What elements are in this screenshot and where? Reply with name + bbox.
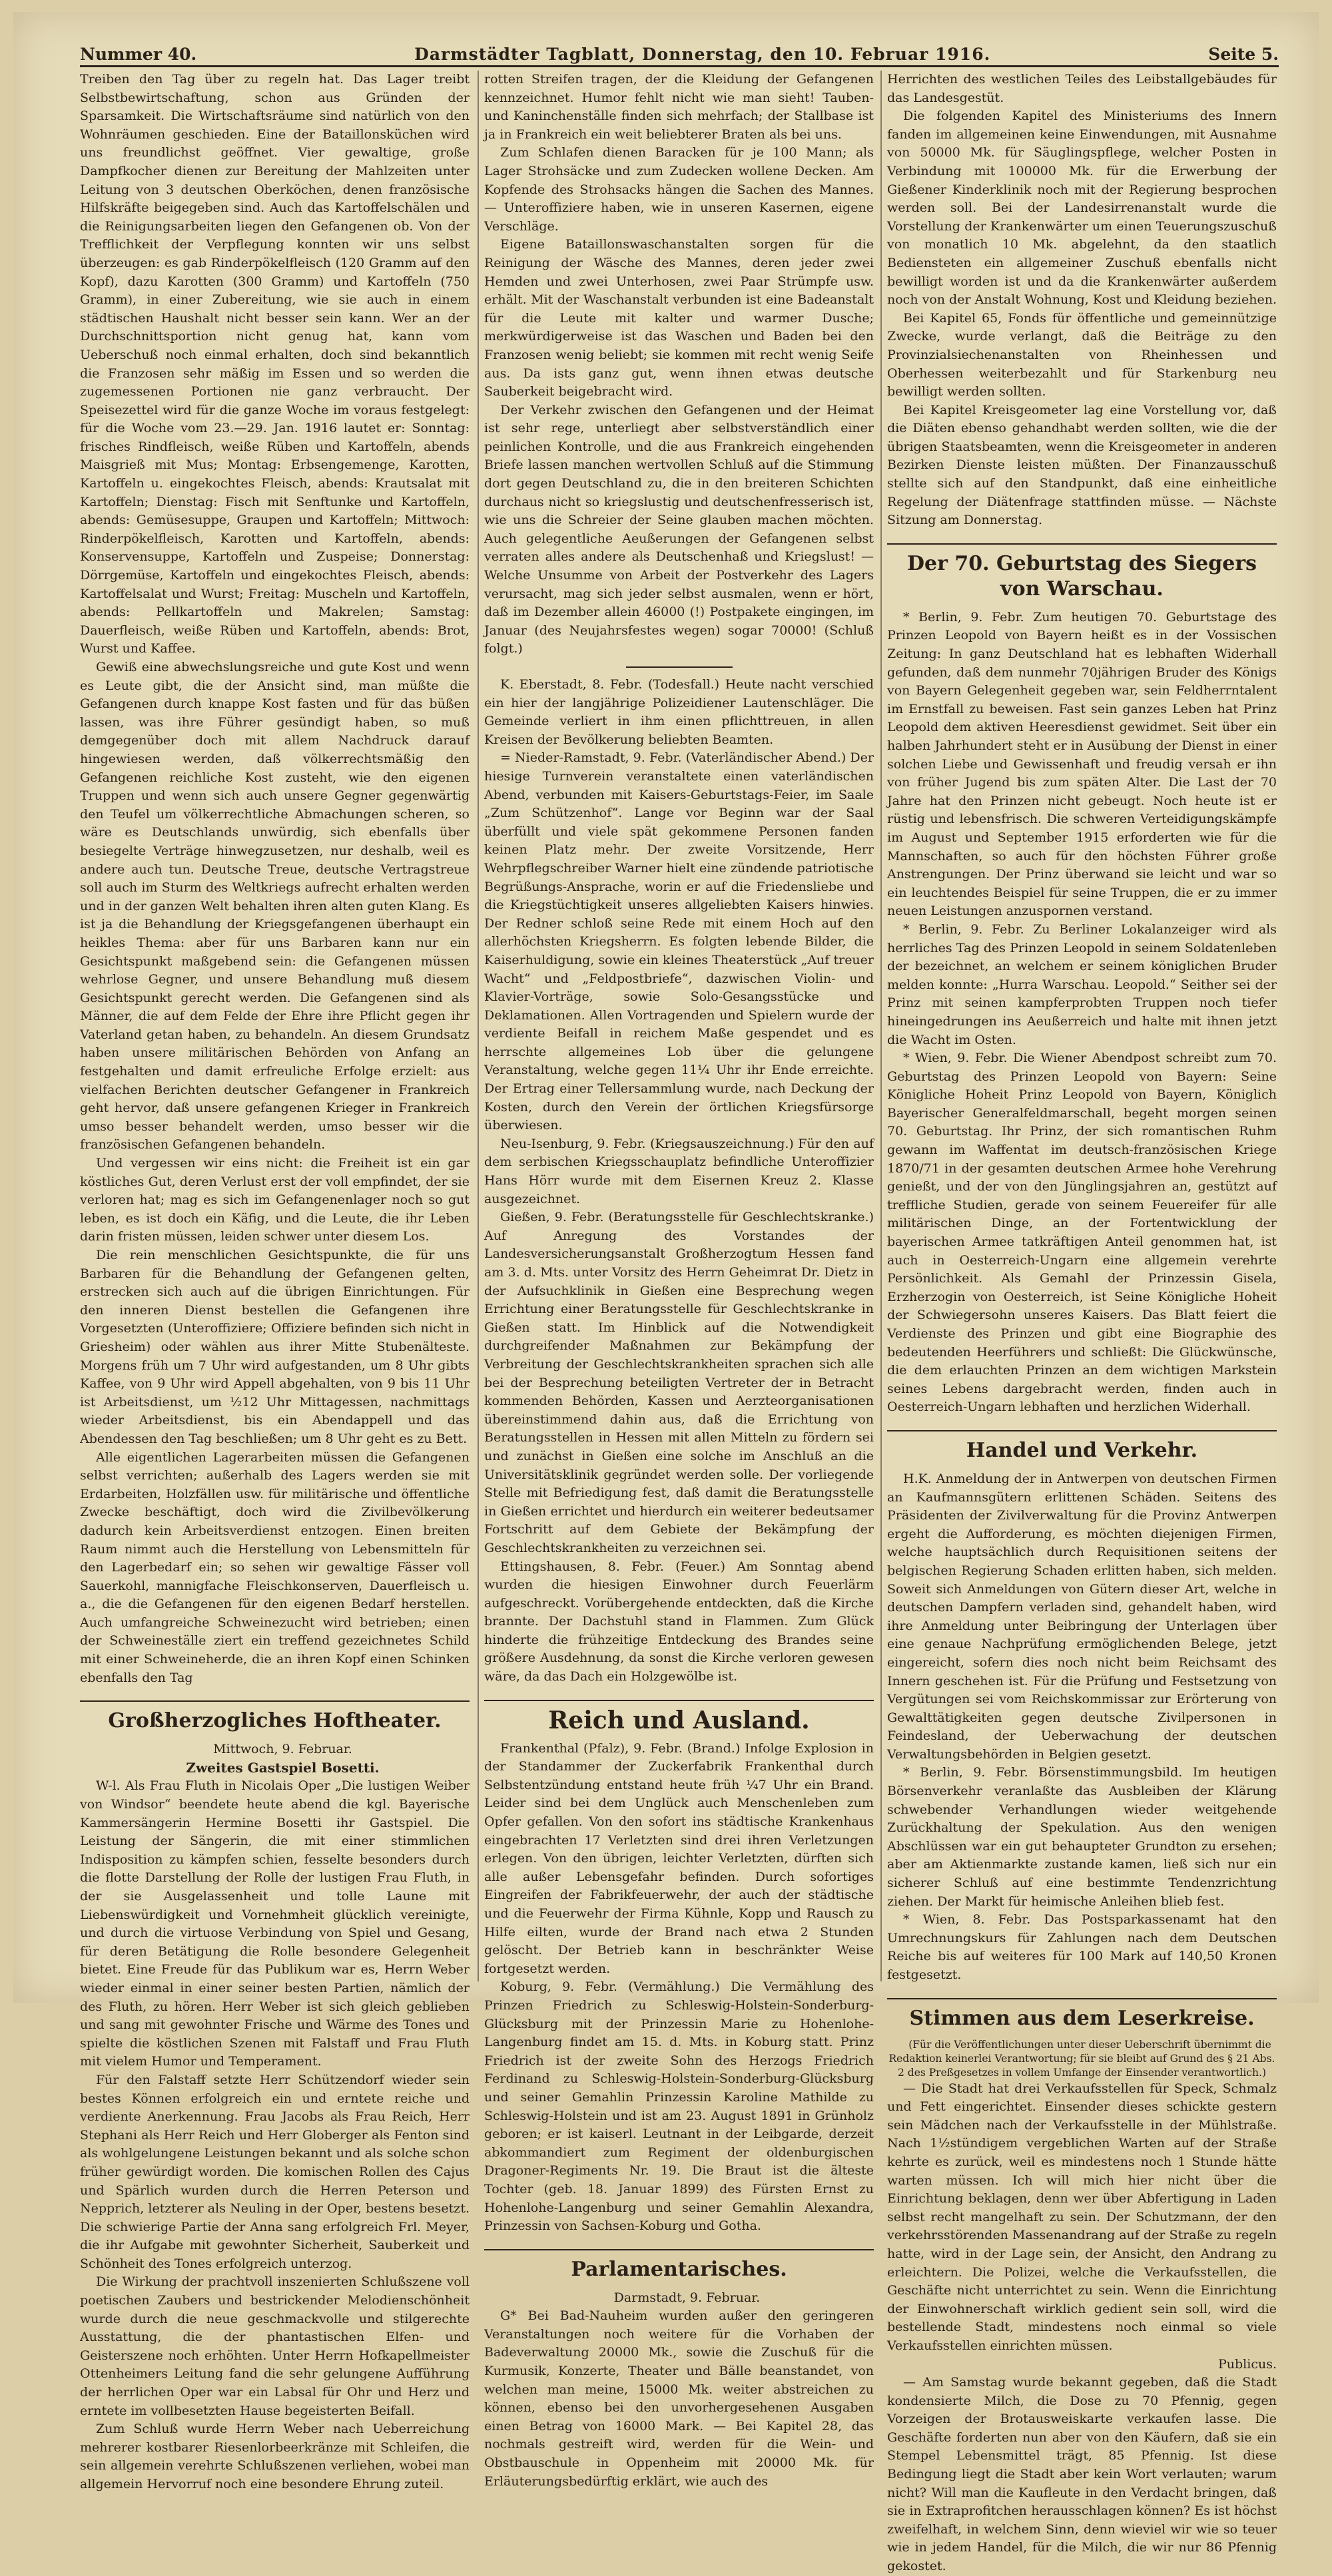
newspaper-page: [13, 12, 1319, 2574]
column-divider: [880, 71, 882, 1981]
issue-number: Nummer 40.: [80, 45, 197, 64]
news-item: * Berlin, 9. Febr. Zu Berliner Lokalanzeiger wird als herrliches Tag des Prinzen Leopold in seinem Soldatenleben der bezeichnet, an welchem er seinem königlichen Bruder melden konnte: „Hurra Warschau. Leopold.“ Seither sei der Prinz mit seinen kampferprobten Truppen noch tiefer hineingedrungen ins Aeußerreich und halte mit ihnen jetzt die Wacht im Osten.: [887, 921, 1277, 1047]
readers-heading: Stimmen aus dem Leserkreise.: [887, 1998, 1277, 2031]
paragraph: Die rein menschlichen Gesichtspunkte, die für uns Barbaren für die Behandlung der Gefangenen gelten, erstrecken sich auch auf die übrigen Einrichtungen. Für den inneren Dienst bestellen die Gefangenen ihre Vorgesetzten (Unteroffiziere; Offiziere befinden sich nicht in Griesheim) oder wählen aus ihrer Mitte Stubenälteste. Morgens früh um 7 Uhr wird aufgestanden, um 8 Uhr gibts Kaffee, von 9 Uhr wird Appell abgehalten, von 9 bis 11 Uhr ist Arbeitsdienst, um ½12 Uhr Mittagessen, nachmittags wieder Arbeitsdienst, bis ein Abendappell und das Abendessen den Tag beschließen; um 8 Uhr geht es zu Bett.: [80, 1248, 470, 1446]
column-3: [887, 71, 1277, 2574]
news-item: = Nieder-Ramstadt, 9. Febr. (Vaterländischer Abend.) Der hiesige Turnverein veranstaltete einen vaterländischen Abend, verbunden mit Kaisers-Geburtstags-Feier, im Saale „Zum Schützenhof“. Lange vor Beginn war der Saal überfüllt und viele spät gekommene Personen fanden keinen Platz mehr. Der zweite Vorsitzende, Herr Wehrpflegschreiber Warner hielt eine zündende patriotische Begrüßungs-Ansprache, worin er auf die Friedensliebe und die Kriegstüchtigkeit unseres allgeliebten Kaisers hinwies. Der Redner schloß seine Rede mit einem Hoch auf den allerhöchsten Kriegsherrn. Es folgten lebende Bilder, die Kaiserhuldigung, sowie ein kleines Theaterstück „Auf treuer Wacht“ und „Feldpostbriefe“, dazwischen Violin- und Klavier-Vorträge, sowie Solo-Gesangsstücke und Deklamationen. Allen Vortragenden und Spielern wurde der verdiente Beifall in reichem Maße gespendet und es herrschte allgemeines Lob über die gelungene Veranstaltung, welche gegen 11¼ Uhr ihr Ende erreichte. Der Ertrag einer Tellersammlung wurde, nach Deckung der Kosten, durch den Verein der örtlichen Kriegsfürsorge überwiesen.: [484, 750, 874, 1133]
paragraph: rotten Streifen tragen, der die Kleidung der Gefangenen kennzeichnet. Humor fehlt nicht wie man sieht! Tauben- und Kaninchenställe finden sich mehrfach; der Stallbase ist ja in Frankreich ein weit beliebterer Braten als bei uns.: [484, 72, 874, 142]
paragraph: G* Bei Bad-Nauheim wurden außer den geringeren Veranstaltungen noch weitere für die Vorhaben der Badeverwaltung 20000 Mk., sowie die Zuschuß für die Kurmusik, Konzerte, Theater und Bälle beanstandet, von welchen man meine, 15000 Mk. weiter abstreichen zu können, ebenso bei den unvorhergesehenen Ausgaben einen Betrag von 16000 Mark. — Bei Kapitel 28, das nochmals gestreift wird, werden für die Wein- und Obstbauschule in Oppenheim mit 20000 Mk. für Erläuterungsbedürftig erklärt, wie auch des: [484, 2308, 874, 2489]
paragraph: Herrichten des westlichen Teiles des Leibstallgebäudes für das Landesgestüt.: [887, 72, 1277, 105]
news-item: * Berlin, 9. Febr. Börsenstimmungsbild. Im heutigen Börsenverkehr veranlaßte das Ausbleiben der Klärung schwebender Verhandlungen wieder weitgehende Zurückhaltung der Spekulation. Aus den wenigen Abschlüssen war ein gut behaupteter Grundton zu ersehen; aber am Aktienmarkte zustande kamen, ließ sich nur ein sicherer Schluß auf eine bestimmte Tendenzrichtung ziehen. Der Markt für heimische Anleihen blieb fest.: [887, 1765, 1277, 1909]
divider: [626, 666, 733, 668]
signature: Publicus.: [1217, 2356, 1277, 2372]
news-item: * Berlin, 9. Febr. Zum heutigen 70. Geburtstage des Prinzen Leopold von Bayern heißt es in der Vossischen Zeitung: In ganz Deutschland hat es lebhaften Widerhall gefunden, daß dem nunmehr 70jährigen Bruder des Königs von Bayern Gelegenheit gegeben war, sein Feldherrntalent im Ernstfall zu beweisen. Fast sein ganzes Leben hat Prinz Leopold dem aktiven Heeresdienst gewidmet. Seit über ein halben Jahrhundert steht er in Ausübung der Dienst in einer solchen Liebe und Gewissenhaft und freudig versah er ihn von früher Jugend bis zum späten Alter. Die Last der 70 Jahre hat den Prinzen nicht gebeugt. Noch heute ist er rüstig und lebensfrisch. Die schweren Verteidigungskämpfe im August und September 1915 erforderten wie für die Mannschaften, so auch für den höchsten Führer große Anstrengungen. Der Prinz überwand sie leicht und war so ein leuchtendes Beispiel für seine Truppen, die er zu immer neuen Leistungen anzuspornen verstand.: [887, 609, 1277, 919]
news-item: * Wien, 8. Febr. Das Postsparkassenamt hat den Umrechnungskurs für Zahlungen nach dem Deutschen Reiche bis auf weiteres für 100 Mark auf 140,50 Kronen festgesetzt.: [887, 1912, 1277, 1982]
masthead-title: Darmstädter Tagblatt, Donnerstag, den 10. Februar 1916.: [414, 45, 991, 64]
masthead-rule: [80, 65, 1279, 67]
paragraph: Und vergessen wir eins nicht: die Freiheit ist ein gar köstliches Gut, deren Verlust erst der voll empfindet, der sie verloren hat; mag es sich im Gefangenenlager noch so gut leben, es ist doch ein Käfig, und die Leute, die ihr Leben darin fristen müssen, leiden schwer unter diesem Los.: [80, 1156, 470, 1244]
news-item: * Wien, 9. Febr. Die Wiener Abendpost schreibt zum 70. Geburtstag des Prinzen Leopold von Bayern: Seine Königliche Hoheit Prinz Leopold von Bayern, Königlich Bayerischer Generalfeldmarschall, begeht morgen seinen 70. Geburtstag. Ihr Prinz, der sich romantischen Ruhm gewann im Waffentat im deutsch-französischen Kriege 1870/71 in der gesamten deutschen Armee hohe Verehrung genießt, und der von den Jünglingsjahren an, gestützt auf treffliche Studien, gerade von seinem Feuereifer für alle militärischen Dinge, an der Fortentwicklung der bayerischen Armee tatkräftigen Anteil genommen hat, ist auch in Oesterreich-Ungarn eine allgemein verehrte Persönlichkeit. Als Gemahl der Prinzessin Gisela, Erzherzogin von Oesterreich, ist Seine Königliche Hoheit der Schwiegersohn unseres Kaisers. Das Blatt feiert die Verdienste des Prinzen und gibt eine Biographie des bedeutenden Heerführers und schließt: Die Glückwünsche, die dem erlauchten Prinzen an dem wichtigen Markstein seines Lebens dargebracht werden, finden auch in Oesterreich-Ungarn lebhaften und herzlichen Widerhall.: [887, 1051, 1277, 1415]
paragraph: Gewiß eine abwechslungsreiche und gute Kost und wenn es Leute gibt, die der Ansicht sind, man müßte die Gefangenen durch knappe Kost fasten und für das büßen lassen, was ihre Führer gesündigt haben, so muß demgegenüber doch mit allem Nachdruck darauf hingewiesen werden, daß völkerrechtsmäßig den Gefangenen reichliche Kost zusteht, wie den eigenen Truppen und wenn sich auch unsere Gegner gegenwärtig den Teufel um völkerrechtliche Abmachungen scheren, so wäre es Deutschlands unwürdig, sich ebenfalls über besiegelte Verträge hinwegzusetzen, nur deshalb, weil es andere auch tun. Deutsche Treue, deutsche Vertragstreue soll auch im Sturm des Weltkriegs aufrecht erhalten werden und in der ganzen Welt behalten ihren alten guten Klang. Es ist ja die Behandlung der Kriegsgefangenen überhaupt ein heikles Thema: aber für uns Barbaren kann nur ein Gesichtspunkt maßgebend sein: die Gefangenen müssen wehrlose Gegner, und unsere Behandlung muß diesem Gesichtspunkt gerecht werden. Die Gefangenen sind als Männer, die auf dem Felde der Ehre ihre Pflicht gegen ihr Vaterland getan haben, zu behandeln. An diesem Grundsatz haben unsere militärischen Behörden von Anfang an festgehalten und damit erfreuliche Erfolge erzielt: aus vielfachen Berichten deutscher Gefangener in Frankreich geht hervor, daß unsere gefangenen Krieger in Frankreich umso besser behandelt werden, umso besser wir die französischen Gefangenen behandeln.: [80, 660, 470, 1153]
parliament-date: Darmstadt, 9. Februar.: [613, 2290, 761, 2305]
paragraph: Zum Schluß wurde Herrn Weber nach Ueberreichung mehrerer kostbarer Riesenlorbeerkränze mit Schleifen, die sein allgemein verehrte Schlußszenen verliehen, wobei man allgemein Hervorruf noch eine besondere Ehrung zuteil.: [80, 2422, 470, 2491]
news-item: K. Eberstadt, 8. Febr. (Todesfall.) Heute nacht verschied ein hier der langjährige Polizeidiener Lautenschläger. Die Gemeinde verliert in ihm einen pflichttreuen, in allen Kreisen der Bevölkerung beliebten Beamten.: [484, 677, 874, 747]
birthday-heading: Der 70. Geburtstag des Siegers von Warschau.: [887, 543, 1277, 602]
paragraph: Die Wirkung der prachtvoll inszenierten Schlußszene voll poetischen Zaubers und bestrickender Melodienschönheit wurde durch die neue geschmackvolle und stilgerechte Ausstattung, die der phantastischen Elfen- und Geisterszene noch erhöhten. Unter Herrn Hofkapellmeister Ottenheimers Leitung fand die sehr gelungene Aufführung der herrlichen Oper war ein Labsal für Ohr und Herz und erntete im vollbesetzten Hause begeisterten Beifall.: [80, 2274, 470, 2418]
paragraph: Bei Kapitel 65, Fonds für öffentliche und gemeinnützige Zwecke, wurde verlangt, daß die Beiträge zu den Provinzialsiechenanstalten von Rheinhessen und Oberhessen weiterbezahlt und für Starkenburg neu bewilligt werden sollten.: [887, 310, 1277, 399]
column-1: [80, 71, 470, 2491]
news-item: Neu-Isenburg, 9. Febr. (Kriegsauszeichnung.) Für den auf dem serbischen Kriegsschauplatz befindliche Unteroffizier Hans Hörr wurde mit dem Eisernen Kreuz 2. Klasse ausgezeichnet.: [484, 1136, 874, 1206]
news-item: Ettingshausen, 8. Febr. (Feuer.) Am Sonntag abend wurden die hiesigen Einwohner durch Feuerlärm aufgeschreckt. Vorübergehende entdeckten, daß die Kirche brannte. Der Dachstuhl stand in Flammen. Zum Glück hinderte die frühzeitige Entdeckung des Brandes seine größere Ausdehnung, da sonst die Kirche verloren gewesen wäre, da das Dach ein Holzgewölbe ist.: [484, 1559, 874, 1684]
reich-heading: Reich und Ausland.: [484, 1700, 874, 1733]
news-item: Frankenthal (Pfalz), 9. Febr. (Brand.) Infolge Explosion in der Standammer der Zuckerfabrik Frankenthal durch Selbstentzündung entstand heute früh ¼7 Uhr ein Brand. Leider sind bei dem Unglück auch Menschenleben zum Opfer gefallen. Von den sofort ins städtische Krankenhaus eingebrachten 17 Verletzten sind drei ihren Verletzungen erlegen. Von den übrigen, leichter Verletzten, dürften sich alle außer Lebensgefahr befinden. Durch sofortiges Eingreifen der Fabrikfeuerwehr, der auch der städtische und die Feuerwehr der Firma Kühnle, Kopp und Rausch zu Hilfe eilten, wurde der Brand nach etwa 2 Stunden gelöscht. Der Betrieb kann in beschränkter Weise fortgesetzt werden.: [484, 1740, 874, 1976]
paragraph: Zum Schlafen dienen Baracken für je 100 Mann; als Lager Strohsäcke und zum Zudecken wollene Decken. Am Kopfende des Strohsacks hängen die Sachen des Mannes. — Unteroffiziere haben, wie in unseren Kasernen, eigene Verschläge.: [484, 145, 874, 234]
column-divider: [478, 71, 479, 1981]
paragraph: Alle eigentlichen Lagerarbeiten müssen die Gefangenen selbst verrichten; außerhalb des Lagers werden sie mit Erdarbeiten, Holzfällen usw. für militärische und öffentliche Zwecke beschäftigt, doch wird die Zivilbevölkerung dadurch kein Arbeitsverdienst entzogen. Einen breiten Raum nimmt auch die Herstellung von Lebensmitteln für den Lagerbedarf ein; so sehen wir gewaltige Fässer voll Sauerkohl, mannigfache Fleischkonserven, Dauerfleisch u. a., die die Gefangenen für den eigenen Bedarf herstellen. Auch umfangreiche Schweinezucht wird betrieben; einen der Schweineställe ziert ein treffend gezeichnetes Schild mit einer Schweineherde, die an ihren Kopf einen Schinken ebenfalls den Tag: [80, 1449, 470, 1685]
paragraph: Der Verkehr zwischen den Gefangenen und der Heimat ist sehr rege, unterliegt aber selbstverständlich einer peinlichen Kontrolle, und die aus Frankreich eingehenden Briefe lassen manchen wertvollen Schluß auf die Stimmung dort gegen Deutschland zu, die in den breiteren Schichten durchaus nicht so kriegslustig und deutschenfresserisch ist, wie uns die Schreier der Seine glauben machen möchten. Auch gelegentliche Aeußerungen der Gefangenen selbst verraten alles andere als Deutschenhaß und Kriegslust! — Welche Unsumme von Arbeit der Postverkehr des Lagers verursacht, mag sich jeder selbst ausmalen, wenn er hört, daß im Dezember allein 46000 (!) Postpakete eingingen, im Januar (des Neujahrsfestes wegen) sogar 70000! (Schluß folgt.): [484, 402, 874, 656]
paragraph: W-l. Als Frau Fluth in Nicolais Oper „Die lustigen Weiber von Windsor“ beendete heute abend die kgl. Bayerische Kammersängerin Hermine Bosetti ihr Gastspiel. Die Leistung der Sängerin, die mit einer stimmlichen Indisposition zu kämpfen schien, fesselte besonders durch die flotte Darstellung der Rolle der lustigen Frau Fluth, in der sie Ausgelassenheit und tolle Laune mit Liebenswürdigkeit und Vornehmheit glücklich vereinigte, und durch die virtuose Verbindung von Spiel und Gesang, für deren Betätigung die Rolle besondere Gelegenheit bietet. Eine Freude für das Publikum war es, Herrn Weber wieder einmal in einer seiner besten Partien, nämlich der des Fluth, zu hören. Herr Weber ist sich gleich geblieben und sang mit gewohnter Frische und Wärme des Tones und spielte die köstlichen Szenen mit Falstaff und Frau Fluth mit vielem Humor und Temperament.: [80, 1778, 470, 2069]
parliament-heading: Parlamentarisches.: [484, 2249, 874, 2282]
paragraph: Bei Kapitel Kreisgeometer lag eine Vorstellung vor, daß die Diäten ebenso gehandhabt werden sollten, wie die der übrigen Staatsbeamten, wenn die Kreisgeometer in anderen Bezirken Dienste leisten müßten. Der Finanzausschuß stellte sich auf den Standpunkt, daß eine einheitliche Regelung der Diätenfrage stattfinden müsse. — Nächste Sitzung am Donnerstag.: [887, 402, 1277, 528]
column-2: [484, 71, 874, 2489]
theater-date: Mittwoch, 9. Februar.: [213, 1742, 352, 1757]
paragraph: Für den Falstaff setzte Herr Schützendorf wieder sein bestes Können erfolgreich ein und erntete reiche und verdiente Anerkennung. Frau Jacobs als Frau Reich, Herr Stephani als Herr Reich und Herr Globerger als Fenton sind als wohlgelungene Leistungen bekannt und als solche schon früher gewürdigt worden. Die komischen Rollen des Cajus und Spärlich wurden durch die Herren Peterson und Nepprich, letzterer als Neuling in der Oper, bestens besetzt. Die schwierige Partie der Anna sang erfolgreich Frl. Meyer, die ihr Aufgabe mit gewohnter Sicherheit, Sauberkeit und Schönheit des Tones erfolgreich unterzog.: [80, 2072, 470, 2271]
masthead: [80, 33, 1279, 64]
editorial-note: (Für die Veröffentlichungen unter dieser Ueberschrift übernimmt die Redaktion keinerlei Verantwortung; für sie bleibt auf Grund des § 21 Abs. 2 des Preßgesetzes in vollem Umfange der Einsender verantwortlich.): [888, 2038, 1275, 2079]
trade-heading: Handel und Verkehr.: [887, 1430, 1277, 1463]
letter: — Die Stadt hat drei Verkaufsstellen für Speck, Schmalz und Fett eingerichtet. Einsender dieses schickte gestern sein Mädchen nach der Verkaufsstelle in der Mühlstraße. Nach 1½stündigem vergeblichen Warten auf der Straße kehrte es zurück, weil es mindestens noch 1 Stunde hätte warten müssen. Ich will mich hier nicht über die Einrichtung beklagen, denn wer über Abfertigung in Laden selbst recht mangelhaft zu sein. Der Schutzmann, der den verkehrsstörenden Massenandrang auf der Straße zu regeln hatte, wird in der Lage sein, der Ansicht, den Andrang zu erleichtern. Die Polizei, welche die Verkaufsstellen, die Geschäfte nicht unterrichtet zu sein. Wenn die Einrichtung der Einwohnerschaft wirklich gedient sein soll, wird die bestellende Stadt, mindestens noch einmal so viele Verkaufsstellen einrichten müssen.: [887, 2081, 1277, 2353]
theater-heading: Großherzogliches Hoftheater.: [80, 1700, 470, 1734]
news-item: H.K. Anmeldung der in Antwerpen von deutschen Firmen an Kaufmannsgütern erlittenen Schäden. Seitens des Präsidenten der Zivilverwaltung für die Provinz Antwerpen ergeht die Aufforderung, es möchten diejenigen Firmen, welche hauptsächlich durch Requisitionen seitens der belgischen Regierung Schaden erlitten haben, sich melden. Soweit sich Anmeldungen von Gütern dieser Art, welche in deutschen Dampfern verladen sind, gehandelt haben, wird ihre Anmeldung unter Beibringung der Unterlagen über eine genaue Nachprüfung ermöglichenden Belege, jetzt eingereicht, sofern dies noch nicht beim Reichsamt des Innern geschehen ist. Für die Prüfung und Festsetzung von Vergütungen sei vom Reichskommissar zur Erörterung von Gewalttätigkeiten gegen deutsche Zivilpersonen in Feindesland, der Ueberwachung der deutschen Verwaltungsbehörden in Belgien gesetzt.: [887, 1471, 1277, 1762]
paragraph: Eigene Bataillonswaschanstalten sorgen für die Reinigung der Wäsche des Mannes, deren jeder zwei Hemden und zwei Unterhosen, zwei Paar Strümpfe usw. erhält. Mit der Waschanstalt verbunden ist eine Badeanstalt für die Leute mit kalter und warmer Dusche; merkwürdigerweise ist das Waschen und Baden bei den Franzosen wenig beliebt; sie kommen mit recht wenig Seife aus. Da ists ganz gut, wenn ihnen etwas deutsche Sauberkeit beigebracht wird.: [484, 237, 874, 399]
paragraph: Treiben den Tag über zu regeln hat. Das Lager treibt Selbstbewirtschaftung, schon aus Gründen der Sparsamkeit. Die Wirtschaftsräume sind natürlich von den Wohnräumen geschieden. Eine der Bataillonsküchen wird uns freundlichst geöffnet. Vier gewaltige, große Dampfkocher dienen zur Bereitung der Mahlzeiten unter Leitung von 3 deutschen Oberköchen, denen französische Hilfskräfte beigegeben sind. Auch das Kartoffelschälen und die Reinigungsarbeiten liegen den Gefangenen ob. Von der Trefflichkeit der Verpflegung konnten wir uns selbst überzeugen: es gab Rinderpökelfleisch (120 Gramm auf den Kopf), dazu Karotten (300 Gramm) und Kartoffeln (750 Gramm), in einer Zubereitung, wie sie auch in einem städtischen Haushalt nicht besser sein kann. Wer an der Durchschnittsportion nicht genug hat, kann vom Ueberschuß noch einmal erhalten, doch sind bekanntlich die Franzosen sehr mäßig im Essen und so werden die zugemessenen Portionen nie ganz verbraucht. Der Speisezettel wird für die ganze Woche im voraus festgelegt: für die Woche vom 23.—29. Jan. 1916 lautet er: Sonntag: frisches Rindfleisch, weiße Rüben und Kartoffeln, abends Maisgrieß mit Mus; Montag: Erbsengemenge, Karotten, Kartoffeln u. eingekochtes Fleisch, abends: Krautsalat mit Kartoffeln; Dienstag: Fisch mit Senftunke und Kartoffeln, abends: Gemüsesuppe, Graupen und Kartoffeln; Mittwoch: Rinderpökelfleisch, Karotten und Kartoffeln, abends: Konservensuppe, Kartoffeln und Zuspeise; Donnerstag: Dörrgemüse, Kartoffeln und eingekochtes Fleisch, abends: Kartoffelsalat und Wurst; Freitag: Muscheln und Kartoffeln, abends: Pellkartoffeln und Makrelen; Samstag: Dauerfleisch, weiße Rüben und Kartoffeln, abends: Brot, Wurst und Kaffee.: [80, 72, 470, 656]
theater-subheading: Zweites Gastspiel Bosetti.: [186, 1759, 380, 1776]
news-item: Koburg, 9. Febr. (Vermählung.) Die Vermählung des Prinzen Friedrich zu Schleswig-Holstein-Sonderburg-Glücksburg mit der Prinzessin Marie zu Hohenlohe-Langenburg findet am 15. d. Mts. in Koburg statt. Prinz Friedrich ist der zweite Sohn des Herzogs Friedrich Ferdinand zu Schleswig-Holstein-Sonderburg-Glücksburg und seiner Gemahlin Prinzessin Karoline Mathilde zu Schleswig-Holstein und ist am 23. August 1891 in Grünholz geboren; er ist kaiserl. Leutnant in der Leibgarde, derzeit abkommandiert zum Regiment der oldenburgischen Dragoner-Regiments Nr. 19. Die Braut ist die älteste Tochter (geb. 18. Januar 1899) des Fürsten Ernst zu Hohenlohe-Langenburg und seiner Gemahlin Alexandra, Prinzessin von Sachsen-Koburg und Gotha.: [484, 1979, 874, 2234]
news-item: Gießen, 9. Febr. (Beratungsstelle für Geschlechtskranke.) Auf Anregung des Vorstandes der Landesversicherungsanstalt Großherzogtum Hessen fand am 3. d. Mts. unter Vorsitz des Herrn Geheimrat Dr. Dietz in der Aufsuchklinik in Gießen eine Besprechung wegen Errichtung einer Beratungsstelle für Geschlechtskranke in Gießen statt. Im Hinblick auf die Notwendigkeit durchgreifender Maßnahmen zur Bekämpfung der Verbreitung der Geschlechtskrankheiten sprachen sich alle bei der Besprechung beteiligten Vertreter der in Betracht kommenden Behörden, Kassen und Aerzteorganisationen übereinstimmend dahin aus, daß die Errichtung von Beratungsstellen in Hessen mit allen Mitteln zu fördern sei und zunächst in Gießen eine solche im Anschluß an die Universitätsklinik gegründet werden solle. Der vorliegende Stelle mit Befriedigung fest, daß damit die Beratungsstelle in Gießen errichtet und hierdurch ein weiterer bedeutsamer Fortschritt auf dem Gebiete der Bekämpfung der Geschlechtskrankheiten zu verzeichnen sei.: [484, 1210, 874, 1555]
page-number: Seite 5.: [1208, 45, 1279, 64]
paragraph: Die folgenden Kapitel des Ministeriums des Innern fanden im allgemeinen keine Einwendungen, mit Ausnahme von 50000 Mk. für Säuglingspflege, welcher Posten in Verbindung mit 100000 Mk. für die Erwerbung der Gießener Kinderklinik noch mit der Regierung besprochen werden soll. Bei der Landesirrenanstalt wurde die Vorstellung der Krankenwärter um einen Teuerungszuschuß von monatlich 10 Mk. abgelehnt, da den staatlich Bediensteten ein allgemeiner Zuschuß ebenfalls nicht bewilligt worden ist und da die Krankenwärter außerdem noch von der Anstalt Wohnung, Kost und Kleidung beziehen.: [887, 109, 1277, 308]
letter: — Am Samstag wurde bekannt gegeben, daß die Stadt kondensierte Milch, die Dose zu 70 Pfennig, gegen Vorzeigen der Brotausweiskarte verkaufen lasse. Die Geschäfte forderten nun aber von den Käufern, daß sie ein Stempel Lebensmittel trägt, 85 Pfennig. Ist diese Bedingung liegt die Stadt aber kein Wort verlauten; warum nicht? Will man die Kaufleute in den Verdacht bringen, daß sie in Extraprofitchen herausschlagen können? Es ist höchst zweifelhaft, in welchem Sinn, denn wieviel wir wie so teuer wie in jedem Handel, für die Milch, die wir nur 86 Pfennig gekostet.: [887, 2375, 1277, 2574]
